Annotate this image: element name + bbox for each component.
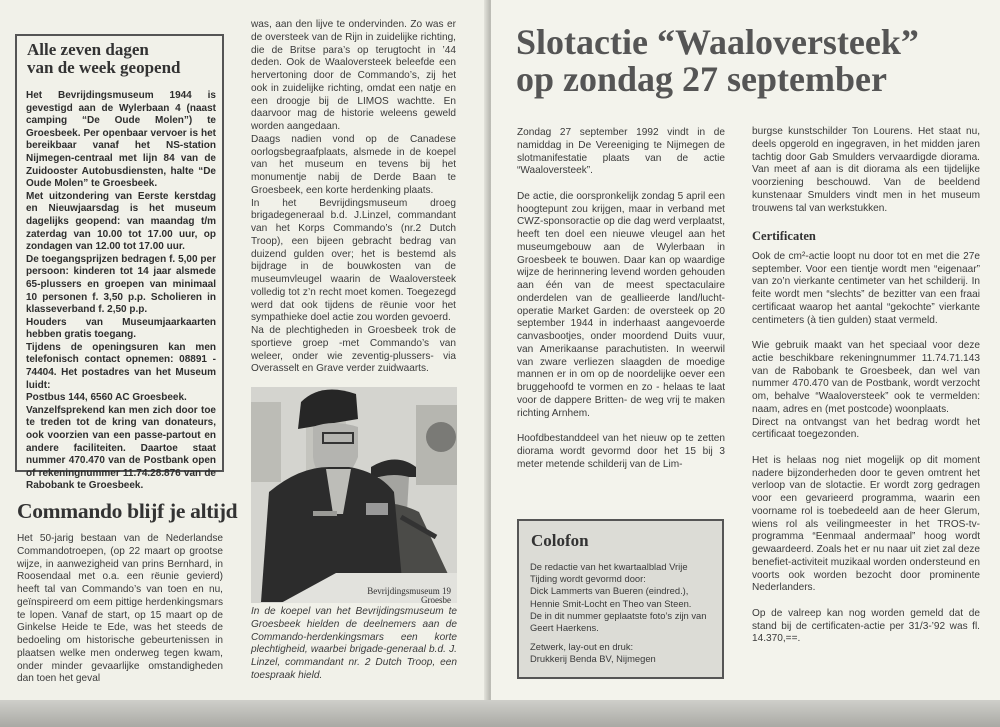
opening-hours-title <box>27 41 180 77</box>
scan-bottom-edge <box>0 700 1000 727</box>
opening-hours-box <box>15 34 224 492</box>
paragraph: Daags nadien vond op de Canadese oorlogsbegraafplaats, alsmede in de koepel van het museum en tevens bij het monumentje nabij de Derde Baan te Groesbeek, een korte herdenking plaats. <box>251 133 456 196</box>
left-page <box>0 0 489 705</box>
certificaten-heading: Certificaten <box>752 229 816 243</box>
paragraph: De actie, die oorspronkelijk zondag 5 april een hoogtepunt zou krijgen, maar in verband met CWZ-sponsoractie op die dag werd verplaatst, heeft ten doel een nieuwe vleugel aan het museumgebouw aan de Wylerbaan in Groesbeek te bouwen. Daar kan op waardige wijze de herinnering levend worden gehouden aan één van de meest spectaculaire onderdelen van de geallieerde land/lucht-operatie Market Garden: de oversteek op 20 september 1944 in inderhaast aangevoerde canvasbootjes, onder moordend Duits vuur, van Amerikaanse parachutisten. In weerwil van zware verliezen slaagden de moedige mannen er in om op de noordelijke oever een bruggehoofd te vormen en zo - helaas te laat voor de dappere Britten- de weg vrij te maken richting Arnhem. <box>517 190 725 419</box>
commando-article-text <box>17 533 223 686</box>
paragraph: Postbus 144, 6560 AC Groesbeek. <box>26 392 187 404</box>
paragraph: Houders van Museumjaarkaarten hebben gratis toegang. <box>26 316 216 341</box>
colofon-line: De redactie van het kwartaalblad Vrije Tijding wordt gevormd door: <box>530 561 688 585</box>
paragraph: Het 50-jarig bestaan van de Nederlandse Commandotroepen, (op 22 maart op grootse wijze, in aanwezigheid van prins Bernhard, in Roosendaal met o.a. een rëunie gevierd) heeft tal van Commando’s van toen en nu, geïnspireerd om eem pittige herdenkingsmars te lopen. Vanaf de start, op 15 maart op de Ginkelse Heide te Ede, was het steeds de bedoeling om historische gebeurtenissen in plaatsen welke men onderweg tegen kwam, onder minder gevaarlijke omstandigheden dan toen het geval <box>17 533 223 685</box>
photo-speaker-at-lectern <box>251 387 457 603</box>
photo-sign-text: Groesbe <box>421 595 451 603</box>
paragraph: Op de valreep kan nog worden gemeld dat de stand bij de certificaten-actie per 31/3-’92 was fl. 14.370,==. <box>752 607 980 645</box>
colofon-printer: Drukkerij Benda BV, Nijmegen <box>530 653 656 665</box>
colofon-box <box>517 519 724 679</box>
paragraph: Ook de cm²-actie loopt nu door tot en met die 27e september. Voor een tientje wordt men “eigenaar” van zo’n vierkante centimeter van het schilderij. In feite wordt men “slechts” de bezitter van een fraai certificaat waarop het aantal “gekochte” vierkante centimeters (à tien gulden) staat vermeld. <box>752 250 980 326</box>
colofon-text <box>530 561 715 666</box>
commando-article-title: Commando blijf je altijd <box>17 499 238 523</box>
photo-sign-text: Bevrijdingsmuseum 19 <box>367 586 451 596</box>
paragraph: Direct na ontvangst van het bedrag wordt het certificaat toegezonden. <box>752 416 980 441</box>
colofon-print-label: Zetwerk, lay-out en druk: <box>530 641 634 653</box>
photo-illustration <box>251 387 457 603</box>
colofon-line: De in dit nummer geplaatste foto’s zijn van Geert Haerkens. <box>530 609 707 634</box>
paragraph: Wie gebruik maakt van het speciaal voor deze actie beschikbare rekeningnummer 11.74.71.143 van de Rabobank te Groesbeek, dan wel van nummer 470.470 van de Postbank, wordt verzocht om, behalve “Waaloversteek” ook te vermelden: naam, adres en (met postcode) woonplaats. <box>752 340 980 415</box>
paragraph: Vanzelfsprekend kan men zich door toe te treden tot de kring van donateurs, ook voorzien van een passe-partout en andere faciliteiten. Daartoe staat nummer 470.470 van de Postbank open of rekeningnummer 11.74.28.876 van de Rabobank te Groesbeek. <box>26 404 216 492</box>
paragraph: Tijdens de openingsuren kan men telefonisch contact opnemen: 08891 - 74404. Het postadres van het Museum luidt: <box>26 341 216 391</box>
paragraph: Hoofdbestanddeel van het nieuw op te zetten diorama wordt gevormd door het 15 bij 3 meter metende schilderij van de Lim- <box>517 433 725 470</box>
paragraph: In het Bevrijdingsmuseum droeg brigadegeneraal b.d. J.Linzel, commandant van het Korps Commando’s (nr.2 Dutch Troop), een bijeen gebracht bedrag van duizend gulden over; het is bestemd als bijdrage in de bouwkosten van de museumvleugel waarin de Waaloversteek volledig tot z’n recht moet komen. Toegezegd werd dat ook tijdens de rëunie voor het sympathieke doel actie zou worden gevoerd. <box>251 197 456 324</box>
paragraph: was, aan den lijve te ondervinden. Zo was er de oversteek van de Rijn in zuidelijke richting, die de Britse para’s op terugtocht in ’44 deden. Ook de Waaloversteek beleefde een hervertoning door de Commando’s, zij het ook in zuidelijke richting, omdat een natje en een droogje bij de LIMOS wachtte. En daarvoor mag de historie weleens geweld worden aangedaan. <box>251 19 456 132</box>
title-line: van de week geopend <box>27 58 181 77</box>
title-line: Slotactie “Waaloversteek” <box>516 22 919 62</box>
main-article-column-1 <box>517 127 725 471</box>
paragraph: Met uitzondering van Eerste kerstdag en Nieuwjaarsdag is het museum dagelijks geopend: van maandag t/m zaterdag van 10.00 tot 17.00 uur, op zondagen van 12.00 tot 17.00 uur. <box>26 190 216 253</box>
commando-article-continued <box>251 19 456 376</box>
paragraph: Het Bevrijdingsmuseum 1944 is gevestigd aan de Wylerbaan 4 (naast camping “De Oude Molen”) te Groesbeek. Per openbaar vervoer is het bereikbaar vanaf het NS-station Nijmegen-centraal met lijn 84 van de Zuidooster Autobusdiensten, halte “De Oude Molen” te Groesbeek. <box>26 90 216 190</box>
paragraph: Na de plechtigheden in Groesbeek trok de sportieve groep -met Commando’s van weleer, onder wie zeventig-plussers- via Overasselt en Grave verder zuidwaarts. <box>251 325 456 375</box>
paragraph: De toegangsprijzen bedragen f. 5,00 per persoon: kinderen tot 14 jaar alsmede 65-plussers en groepen van minimaal 10 personen f. 3,50 p.p. Scholieren in klasseverband f. 2,50 p.p. <box>26 253 216 316</box>
title-line: op zondag 27 september <box>516 59 887 99</box>
title-line: Alle zeven dagen <box>27 40 149 59</box>
main-article-column-2 <box>752 126 980 646</box>
colofon-line: Dick Lammerts van Bueren (eindred.), Hennie Smit-Locht en Theo van Steen. <box>530 585 692 609</box>
paragraph: Zondag 27 september 1992 vindt in de namiddag in De Vereeniging te Nijmegen de slotmanifestatie plaats van de actie “Waaloversteek”. <box>517 127 725 177</box>
main-article-title <box>516 24 919 98</box>
paragraph: burgse kunstschilder Ton Lourens. Het staat nu, deels opgerold en ingegraven, in het midden jaren tachtig door Gab Smulders vervaardigde diorama. Van meet af aan is dit diorama als een tijdelijke voorziening beschouwd. Van de beeldend kunstenaar Smulders vindt men in het museum trouwens tal van werkstukken. <box>752 126 980 214</box>
opening-hours-text <box>26 90 216 493</box>
photo-caption: In de koepel van het Bevrijdingsmuseum te Groesbeek hielden de deelnemers aan de Commando-herdenkingsmars een korte plechtigheid, waarbei brigade-generaal b.d. J. Linzel, commandant nr. 2 Dutch Troop, een toespraak hield. <box>251 606 457 681</box>
colofon-title: Colofon <box>531 531 589 550</box>
paragraph: Het is helaas nog niet mogelijk op dit moment nadere bijzonderheden door te geven omtrent het verloop van de slotactie. Er wordt zorg gedragen voor een gevarieerd programma, waarin een voorname rol is toebedeeld aan de heer Glerum, wiens rol als veilingmeester in het TROS-tv-programma “Eenmaal andermaal” hoog wordt gewaardeerd. Zoals het er nu naar uit ziet zal deze benefiet-activiteit muzikaal worden ondersteund en voorts ook worden bezocht door prominente Nederlanders. <box>752 454 980 594</box>
